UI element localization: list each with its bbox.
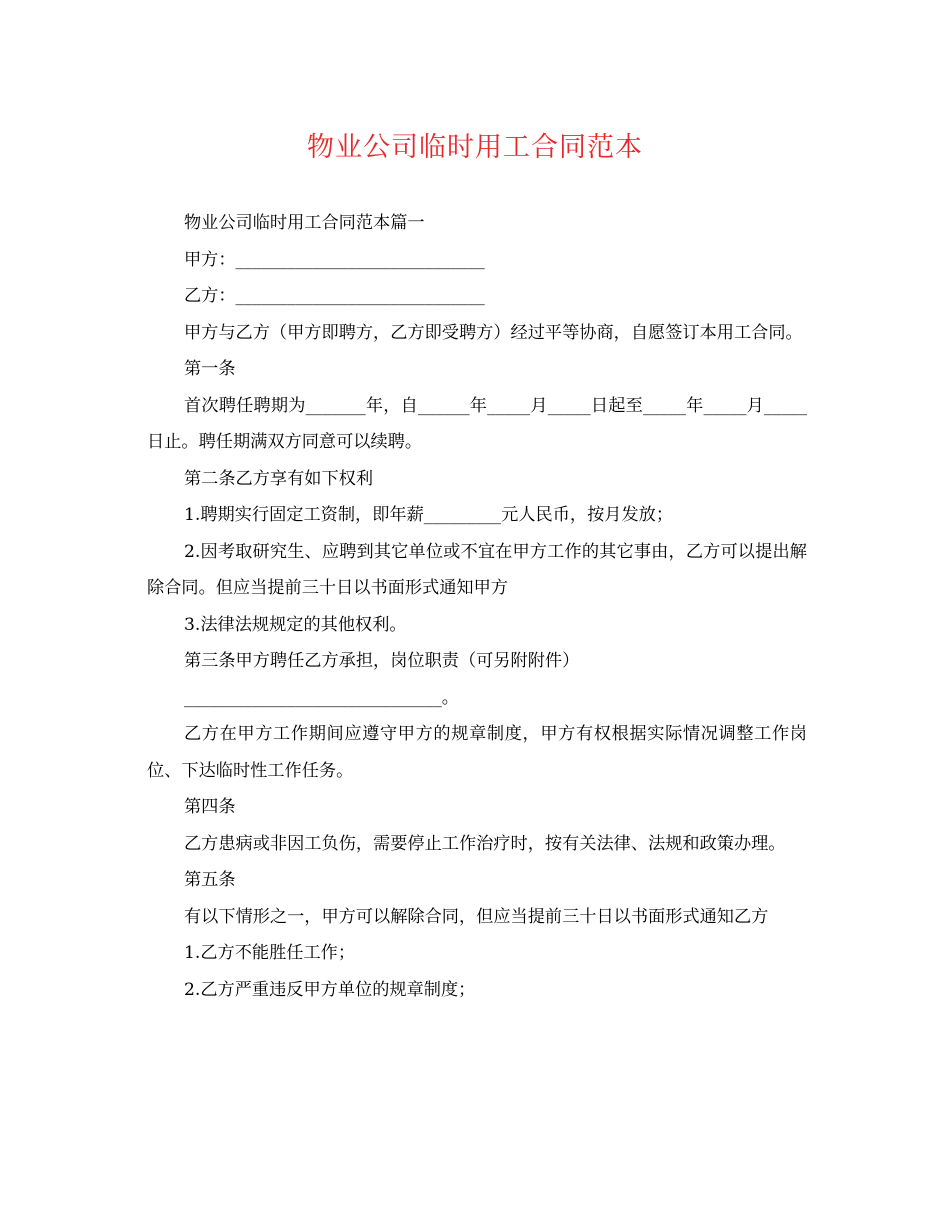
article-1-term: 首次聘任聘期为_______年，自______年_____月_____日起至_____年_____月_____日止。聘任期满双方同意可以续聘。 xyxy=(147,395,807,452)
article-5-heading: 第五条 xyxy=(183,870,236,890)
document-title: 物业公司临时用工合同范本 xyxy=(307,132,643,163)
article-3-heading: 第三条甲方聘任乙方承担，岗位职责（可另附附件） xyxy=(183,651,580,671)
article-2-item-3: 3.法律法规规定的其他权利。 xyxy=(183,614,407,635)
paragraph-party-b: 乙方：_____________________________ xyxy=(183,286,485,306)
article-1-heading: 第一条 xyxy=(183,359,236,379)
paragraph-intro: 甲方与乙方（甲方即聘方，乙方即受聘方）经过平等协商，自愿签订本用工合同。 xyxy=(183,322,803,343)
article-3-duty-blank: ______________________________。 xyxy=(183,687,459,708)
article-2-item-2: 2.因考取研究生、应聘到其它单位或不宜在甲方工作的其它事由，乙方可以提出解除合同。但应当提前三十日以书面形式通知甲方 xyxy=(147,541,807,598)
article-5-item-2: 2.乙方严重违反甲方单位的规章制度； xyxy=(183,979,476,1000)
article-4-heading: 第四条 xyxy=(183,797,236,817)
document-body xyxy=(147,205,807,1008)
article-3-rules: 乙方在甲方工作期间应遵守甲方的规章制度，甲方有权根据实际情况调整工作岗位、下达临时性工作任务。 xyxy=(147,724,807,781)
paragraph-party-a: 甲方：_____________________________ xyxy=(183,249,485,270)
paragraph-subtitle: 物业公司临时用工合同范本篇一 xyxy=(183,213,425,233)
article-2-heading: 第二条乙方享有如下权利 xyxy=(183,468,374,489)
article-2-item-1: 1.聘期实行固定工资制，即年薪_________元人民币，按月发放； xyxy=(183,505,674,525)
article-5-item-1: 1.乙方不能胜任工作； xyxy=(183,943,356,963)
article-4-text: 乙方患病或非因工负伤，需要停止工作治疗时，按有关法律、法规和政策办理。 xyxy=(183,833,786,854)
article-5-text: 有以下情形之一，甲方可以解除合同，但应当提前三十日以书面形式通知乙方 xyxy=(183,906,769,927)
